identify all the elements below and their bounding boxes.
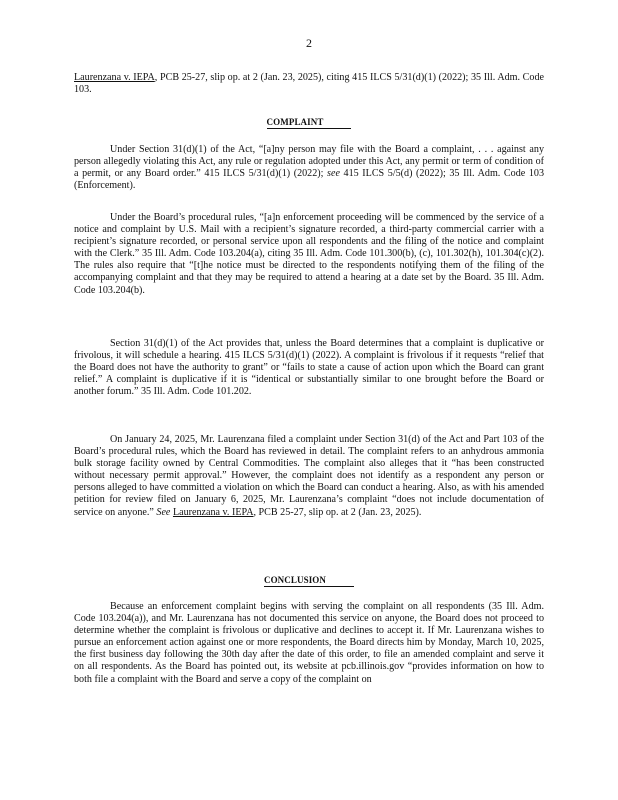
page-number: 2 [306,36,312,50]
conclusion-heading: CONCLUSION [0,575,618,587]
procedural-rules-text: Under the Board’s procedural rules, “[a]n enforcement proceeding will be commenced by the service of a notice and complaint by U.S. Mail with a recipient’s signature recorded, a third-party commercial carrier with a recipient’s signature recorded, or personal service upon all respondents and the filing of the notice and complaint with the Clerk.” 35 Ill. Adm. Code 103.204(a), citing 35 Ill. Adm. Code 101.300(b), (c), 101.302(h), 101.304(c)(2). The rules also require that “[t]he notice must be directed to the respondents notifying them of the filing of the accompanying complaint and that they may be required to attend a hearing at a date set by the Board. 35 Ill. Adm. Code 103.204(b). [74,212,544,296]
citation-continuation [74,72,544,96]
see-signal-2: See [156,506,171,518]
complaint-paragraph-3 [74,338,544,398]
conclusion-text: Because an enforcement complaint begins with serving the complaint on all respondents (35 Ill. Adm. Code 103.204(a)), and Mr. Laurenzana has not documented this service on anyone, the Board does not proceed to determine whether the complaint is frivolous or duplicative and declines to accept it. If Mr. Laurenzana wishes to pursue an enforcement action against one or more respondents, the Board directs him by Monday, March 10, 2025, the first business day following the 30th day after the date of this order, to file an amended complaint and serve it on all respondents. As the Board has pointed out, its website at pcb.illinois.gov “provides information on how to both file a complaint with the Board and serve a copy of the complaint on [74,601,544,685]
complaint-paragraph-1 [74,144,544,192]
see-signal: see [327,168,340,180]
complaint-heading: COMPLAINT [0,117,618,129]
continuation-paragraph [74,72,544,96]
section-31-citation: 415 ILCS 5/5(d) (2022); 35 Ill. Adm. Code 103 (Enforcement). [74,168,544,192]
case-name-2: Laurenzana v. IEPA [172,506,254,518]
continuation-citation: , PCB 25-27, slip op. at 2 (Jan. 23, 2025), citing 415 ILCS 5/31(d)(1) (2022); 35 Ill. Adm. Code 103. [74,72,544,96]
complaint-paragraph-4 [74,434,544,519]
complaint-filing-text: On January 24, 2025, Mr. Laurenzana filed a complaint under Section 31(d) of the Act and Part 103 of the Board’s procedural rules, which the Board has reviewed in detail. The complaint refers to an anhydrous ammonia bulk storage facility owned by Central Commodities. The complaint also alleges that it “has been constructed without necessary permit approval.” However, the complaint does not identify as a respondent any person or persons alleged to have committed a violation on which the Board can conduct a hearing. Also, as with his amended petition for review filed on January 6, 2025, Mr. Laurenzana’s complaint “does not include documentation of service on anyone.” [74,434,544,518]
case-citation-2: , PCB 25-27, slip op. at 2 (Jan. 23, 2025). [253,506,422,518]
frivolous-duplicative-text: Section 31(d)(1) of the Act provides that, unless the Board determines that a complaint is duplicative or frivolous, it will schedule a hearing. 415 ILCS 5/31(d)(1) (2022). A complaint is frivolous if it requests “relief that the Board does not have the authority to grant” or “fails to state a cause of action upon which the Board can grant relief.” A complaint is duplicative if it is “identical or substantially similar to one brought before the Board or another forum.” 35 Ill. Adm. Code 101.202. [74,338,544,398]
complaint-paragraph-2 [74,212,544,297]
continuation-case-name: Laurenzana v. IEPA [74,72,155,83]
conclusion-paragraph [74,601,544,686]
section-31-text: Under Section 31(d)(1) of the Act, “[a]ny person may file with the Board a complaint, . . . against any person allegedly violating this Act, any rule or regulation adopted under this Act, any permit or term of condition of a permit, or any Board order.” 415 ILCS 5/31(d)(1) (2022); [74,144,544,180]
